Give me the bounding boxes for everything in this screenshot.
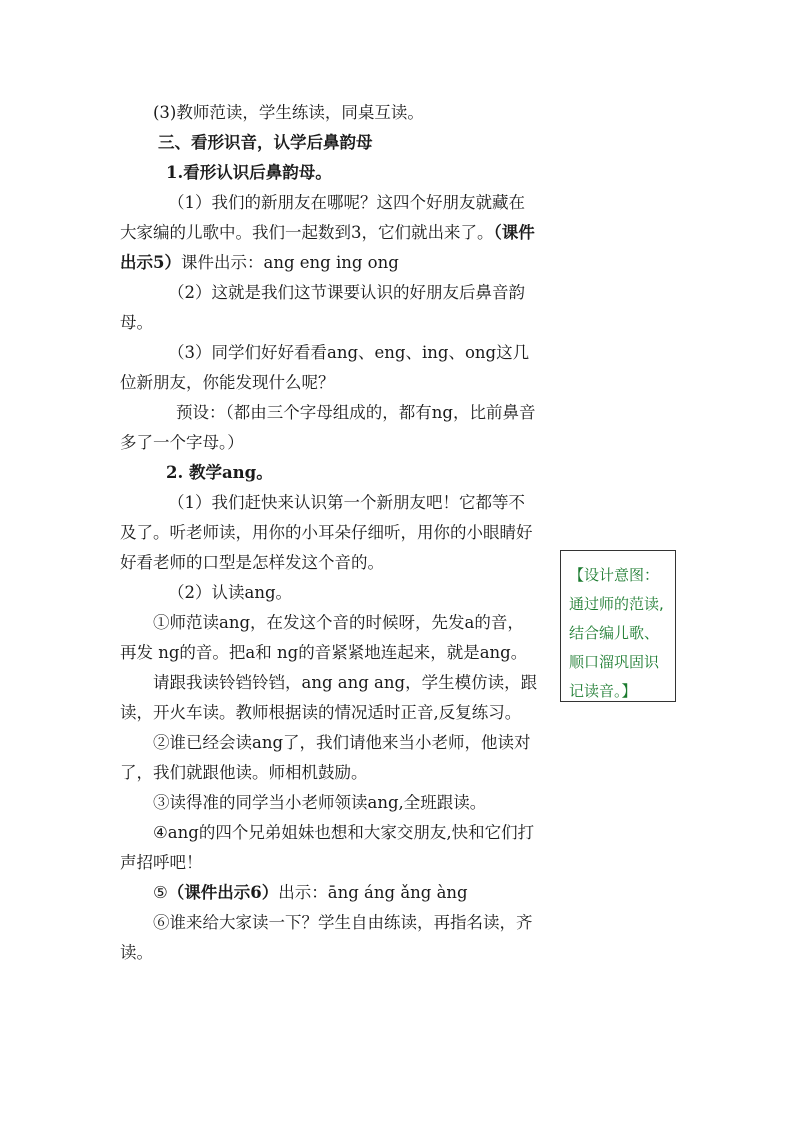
- paragraph: [120, 278, 540, 338]
- paragraph-text: ②谁已经会读ang了，我们请他来当小老师，他读对了，我们就跟他读。师相机鼓励。: [120, 733, 531, 782]
- paragraph-text: （1）我们的新朋友在哪呢？这四个好朋友就藏在大家编的儿歌中。我们一起数到3，它们就出来了。: [120, 193, 525, 242]
- heading-text: 1.看形认识后鼻韵母。: [166, 163, 332, 182]
- design-intent-line: 记读音。】: [569, 682, 637, 700]
- paragraph: [120, 398, 540, 458]
- heading-text: 2. 教学ang。: [166, 463, 273, 482]
- paragraph-text: ③读得准的同学当小老师领读ang,全班跟读。: [153, 793, 487, 812]
- design-intent-line: 【设计意图：: [569, 566, 660, 584]
- paragraph-text: 预设：（都由三个字母组成的，都有ng，比前鼻音多了一个字母。）: [120, 403, 536, 452]
- paragraph-text: 请跟我读铃铛铃铛，ang ang ang，学生模仿读，跟读，开火车读。教师根据读的情况适时正音,反复练习。: [120, 673, 538, 722]
- paragraph: [120, 98, 540, 128]
- paragraph-text: （1）我们赶快来认识第一个新朋友吧！它都等不及了。听老师读，用你的小耳朵仔细听，用你的小眼睛好好看老师的口型是怎样发这个音的。: [120, 493, 533, 572]
- paragraph-text: （2）这就是我们这节课要认识的好朋友后鼻音韵母。: [120, 283, 525, 332]
- paragraph: [120, 818, 540, 878]
- paragraph: [120, 728, 540, 788]
- design-intent-box: [560, 550, 676, 702]
- paragraph-text: ①师范读ang，在发这个音的时候呀，先发a的音，再发 ng的音。把a和 ng的音紧紧地连起来，就是ang。: [120, 613, 528, 662]
- paragraph: [120, 668, 540, 728]
- section-heading: [120, 128, 540, 158]
- design-intent-line: 结合编儿歌、: [569, 624, 660, 642]
- paragraph: [120, 488, 540, 578]
- subsection-heading: [120, 158, 540, 188]
- courseware-note: （课件出示6）: [167, 883, 279, 902]
- courseware-note: （课件出示5）: [120, 223, 535, 272]
- paragraph-tail: 出示：āng áng ǎng àng: [278, 883, 468, 902]
- paragraph-text: ④ang的四个兄弟姐妹也想和大家交朋友,快和它们打声招呼吧！: [120, 823, 535, 872]
- paragraph: [120, 788, 540, 818]
- paragraph-text: （2）认读ang。: [168, 583, 293, 602]
- paragraph: [120, 908, 540, 968]
- design-intent-line: 顺口溜巩固识: [569, 653, 660, 671]
- design-intent-line: 通过师的范读,: [569, 595, 664, 613]
- main-text-column: [120, 98, 540, 968]
- paragraph: [120, 188, 540, 278]
- paragraph: [120, 608, 540, 668]
- paragraph: [120, 338, 540, 398]
- paragraph: [120, 878, 540, 908]
- paragraph-text: （3）同学们好好看看ang、eng、ing、ong这几位新朋友，你能发现什么呢？: [120, 343, 530, 392]
- heading-text: 三、看形识音，认学后鼻韵母: [158, 133, 373, 152]
- paragraph-tail: 课件出示：ang eng ing ong: [180, 253, 399, 272]
- paragraph-text: ⑥谁来给大家读一下？学生自由练读，再指名读，齐读。: [120, 913, 533, 962]
- paragraph: [120, 578, 540, 608]
- paragraph-text: ⑤: [153, 883, 168, 902]
- paragraph-text: (3)教师范读，学生练读，同桌互读。: [153, 103, 424, 122]
- subsection-heading: [120, 458, 540, 488]
